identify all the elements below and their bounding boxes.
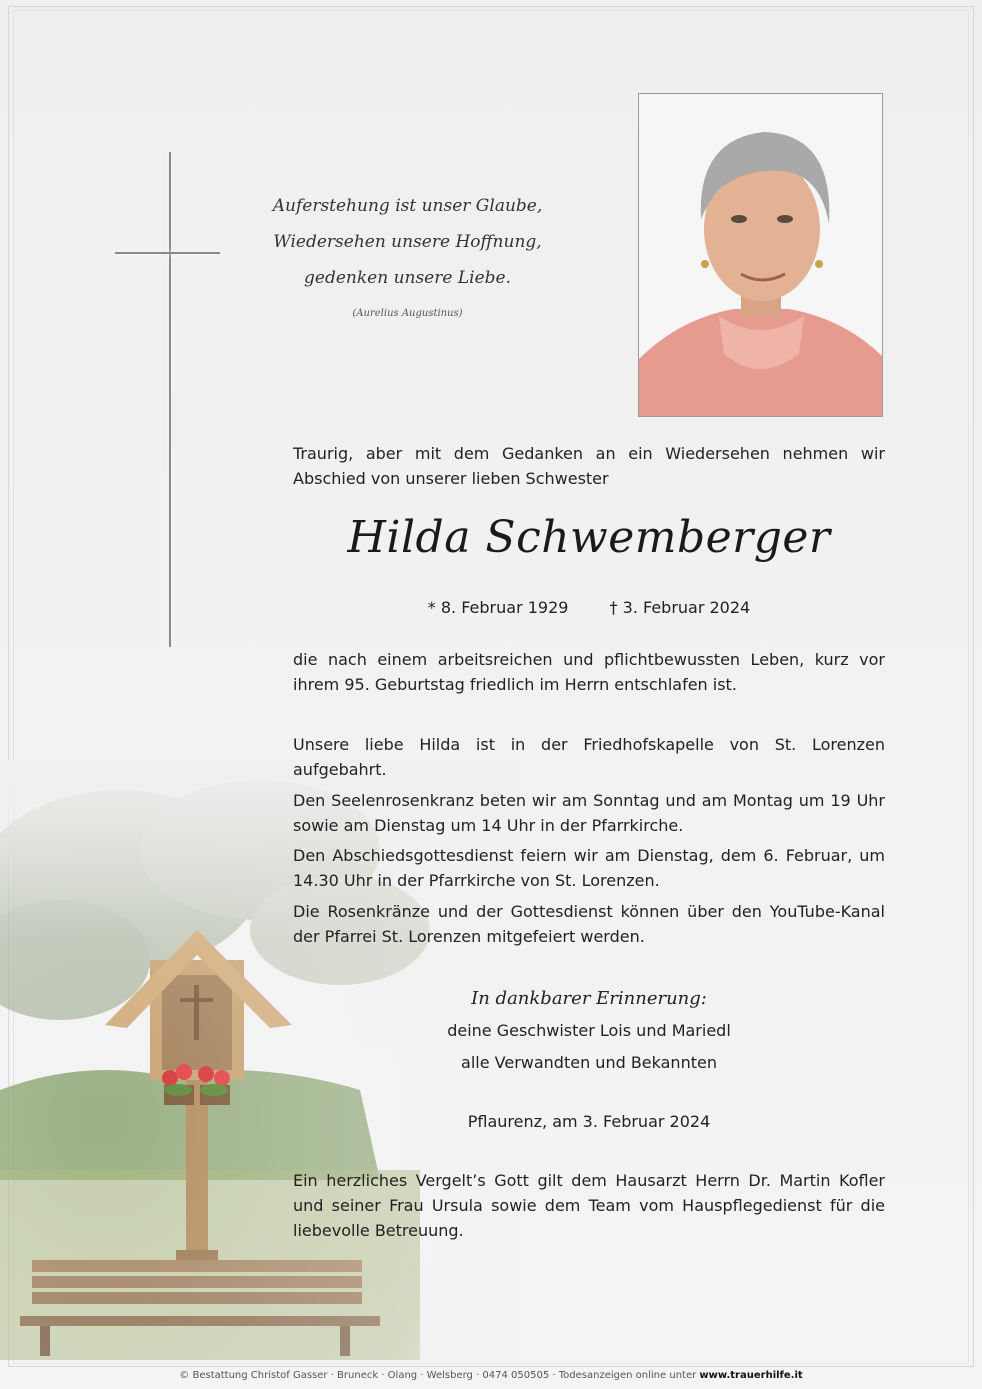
cross-vertical (169, 152, 171, 647)
quote-line: gedenken unsere Liebe. (304, 268, 511, 288)
paragraph-rosary: Den Seelenrosenkranz beten wir am Sonntag und am Montag um 19 Uhr sowie am Dienstag um 14 Uhr in der Pfarrkirche. (293, 791, 885, 835)
remembrance-heading: In dankbarer Erinnerung: (471, 988, 707, 1009)
paragraph-livestream: Die Rosenkränze und der Gottesdienst können über den YouTube-Kanal der Pfarrei St. Lorenzen mitgefeiert werden. (293, 902, 885, 946)
paragraph-laid-out: Unsere liebe Hilda ist in der Friedhofskapelle von St. Lorenzen aufgebahrt. (293, 735, 885, 779)
mourner-line: alle Verwandten und Bekannten (461, 1053, 717, 1072)
footer-website-link[interactable]: www.trauerhilfe.it (699, 1370, 803, 1381)
death-date: † 3. Februar 2024 (609, 598, 751, 617)
birth-date: * 8. Februar 1929 (427, 598, 569, 617)
intro-text: Traurig, aber mit dem Gedanken an ein Wiedersehen nehmen wir Abschied von unserer lieben Schwester (293, 444, 885, 488)
quote-line: Auferstehung ist unser Glaube, (272, 196, 543, 216)
quote-block (270, 188, 545, 324)
deceased-name: Hilda Schwemberger (347, 512, 831, 563)
quote-line: Wiedersehen unsere Hoffnung, (273, 232, 542, 252)
footer-text: © Bestattung Christof Gasser · Bruneck · Olang · Welsberg · 0474 050505 · Todesanzeigen online unter (179, 1370, 697, 1381)
thanks-paragraph: Ein herzliches Vergelt’s Gott gilt dem Hausarzt Herrn Dr. Martin Kofler und seiner Frau Ursula sowie dem Team vom Hauspflegedienst für die liebevolle Betreuung. (293, 1171, 885, 1240)
mourner-line: deine Geschwister Lois und Mariedl (447, 1021, 731, 1040)
remembrance-block (293, 983, 885, 1079)
paragraph-passing: die nach einem arbeitsreichen und pflichtbewussten Leben, kurz vor ihrem 95. Geburtstag friedlich im Herrn entschlafen ist. (293, 650, 885, 694)
cross-horizontal (115, 252, 220, 254)
paragraph-funeral-mass: Den Abschiedsgottesdienst feiern wir am Dienstag, dem 6. Februar, um 14.30 Uhr in der Pfarrkirche von St. Lorenzen. (293, 846, 885, 890)
place-date: Pflaurenz, am 3. Februar 2024 (467, 1112, 711, 1131)
portrait-photo (638, 93, 883, 417)
quote-author: (Aurelius Augustinus) (352, 308, 463, 319)
footer (0, 1370, 982, 1381)
life-dates (293, 598, 885, 617)
